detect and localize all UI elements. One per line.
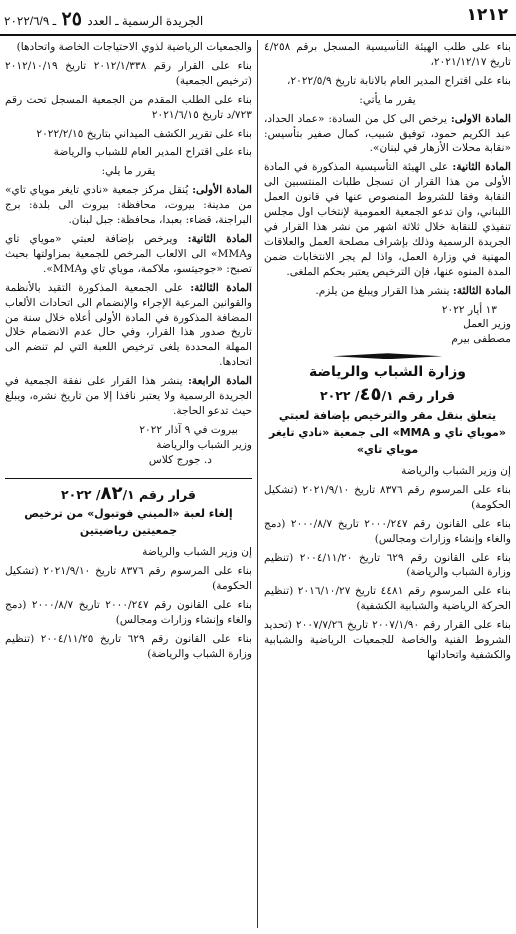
article-2 (264, 160, 511, 279)
article-text: ينشر هذا القرار ويبلغ من يلزم. (315, 284, 453, 297)
recital: بناء على طلب الهيئة التأسيسية المسجل برقم ٤/٢٥٨ تاريخ ٢٠٢١/١٢/١٧، (264, 41, 511, 68)
section-divider (264, 353, 511, 359)
article-label: المادة الاولى: (450, 112, 511, 125)
recital: بناء على المرسوم رقم ٤٤٨١ تاريخ ٢٠١٦/١٠/٢٧ (تنظيم الحركة الرياضية والشبابية الكشفية) (264, 585, 511, 613)
gazette-name: الجريدة الرسمية ـ العدد (87, 14, 204, 28)
article-4 (5, 374, 252, 419)
signature-name: مصطفى بيرم (451, 333, 511, 346)
page-header (0, 0, 516, 36)
signature-date: ١٣ أيار ٢٠٢٢ (441, 303, 497, 316)
article-label: المادة الثالثة: (190, 281, 252, 294)
article-text: يرخص الى كل من السادة: «عماد الحداد، عبد الكريم حمود، توفيق شبيب، كمال صفير بتأسيس: «نقابة محلات الأزهار في لبنان». (264, 112, 511, 155)
column-divider (257, 40, 258, 928)
decides-line: يقرر ما يلي: (101, 165, 156, 178)
article-label: المادة الثانية: (452, 161, 511, 174)
gazette-issue-line (4, 8, 203, 31)
decision-number: ٤٥ (359, 384, 382, 406)
page-number: ١٢١٢ (466, 5, 508, 25)
decision-number: ٨٢ (100, 482, 123, 504)
recital: والجمعيات الرياضية لذوي الاحتياجات الخاصة واتحادها) (16, 41, 252, 53)
recital: بناء على اقتراح المدير العام للشباب والرياضة (53, 146, 252, 159)
signature-title: وزير الشباب والرياضة (156, 438, 252, 451)
decision-label: قرار رقم (139, 486, 196, 502)
decision-heading (264, 384, 511, 406)
decision-year: /١/ ٢٠٢٢ (61, 486, 135, 502)
article-label: المادة الثانية: (187, 232, 252, 245)
recital: بناء على اقتراح المدير العام بالانابة تاريخ ٢٠٢٢/٥/٩، (287, 74, 511, 87)
article-label: المادة الثالثة: (452, 284, 511, 297)
recital: بناء على القانون رقم ٢٠٠٠/٢٤٧ تاريخ ٢٠٠٠/٨/٧ (دمج والغاء وإنشاء وزارات ومجالس) (264, 517, 511, 545)
article-3 (264, 284, 511, 299)
decision-title: يتعلق بنقل مقر والترخيص بإضافة لعبتي «موياي تاي و MMA» الى جمعية «نادي تايغر موياي تاي» (269, 409, 506, 457)
recital: بناء على القرار رقم ٢٠١٢/١/٣٣٨ تاريخ ٢٠١٢/١٠/١٩ (ترخيص الجمعية) (5, 59, 252, 87)
decision-label: قرار رقم (398, 388, 455, 404)
minister-line: إن وزير الشباب والرياضة (142, 546, 252, 559)
article-text: ينشر هذا القرار على نفقة الجمعية في الجريدة الرسمية ولا يعتبر نافذا إلا من تاريخ نشره، ويبلغ حيث تدعو الحاجة. (5, 375, 252, 417)
section-divider (5, 478, 252, 479)
minister-line: إن وزير الشباب والرياضة (401, 465, 511, 478)
recital: بناء على تقرير الكشف الميداني بتاريخ ٢٠٢٢/٢/١٥ (36, 127, 252, 140)
decision-heading (5, 482, 252, 504)
recital: بناء على المرسوم رقم ٨٣٧٦ تاريخ ٢٠٢١/٩/١٠ (تشكيل الحكومة) (5, 565, 252, 593)
signature-title: وزير العمل (463, 318, 511, 331)
article-text: يُنقل مركز جمعية «نادي تايغر موياي تاي» من مدينة: بيروت، محافظة: بيروت الى بلدة: برج البراجنة، قضاء: بعبدا، محافظة: جبل لبنان. (5, 184, 252, 227)
decides-line: يقرر ما يأتي: (359, 93, 416, 106)
recital: بناء على القرار رقم ٢٠٠٧/١/٩٠ تاريخ ٢٠٠٧/٧/٢٦ (تحديد الشروط الفنية والخاصة للجمعيات الرياضية والشبابية والكشفية واتحاداتها (264, 619, 511, 661)
article-label: المادة الأولى: (192, 184, 252, 197)
decision-title: إلغاء لعبة «الميني فوتبول» من ترخيص جمعيتين رياضيتين (24, 507, 233, 538)
signature-date: بيروت في ٩ آذار ٢٠٢٢ (139, 423, 238, 436)
recital: بناء على الطلب المقدم من الجمعية المسجل تحت رقم ٧٢٣/د تاريخ ٢٠٢١/٦/١٥ (5, 93, 252, 121)
recital: بناء على المرسوم رقم ٨٣٧٦ تاريخ ٢٠٢١/٩/١٠ (تشكيل الحكومة) (264, 483, 511, 511)
article-1 (264, 112, 511, 157)
recital: بناء على القانون رقم ٦٢٩ تاريخ ٢٠٠٤/١١/٢٥ (تنظيم وزارة الشباب والرياضة) (5, 633, 252, 660)
ministry-heading: وزارة الشباب والرياضة (309, 364, 466, 381)
decision-year: /١/ ٢٠٢٢ (320, 388, 394, 404)
left-column (5, 40, 252, 930)
issue-number: ٢٥ (61, 9, 82, 30)
article-text: على الجمعية المذكورة التقيد بالأنظمة والقوانين المرعية الإجراء والإنضمام الى اتحادات الألعاب المضافة المذكورة في المادة الأولى أعلاه خلال سنة من تاريخ صدور هذا القرار، وفي حال عدم الانضمام خلال المهلة المحددة يلغى ترخيص اللعبة التي لم تنضم الى اتحادها. (5, 281, 252, 369)
article-label: المادة الرابعة: (187, 375, 252, 388)
article-3 (5, 281, 252, 370)
article-text: على الهيئة التأسيسية المذكورة في المادة الأولى من هذا القرار ان تسجل طلبات المنتسبين الى النقابة وفقا للشروط المنصوص عنها في قانون العمل اللبناني، وان تدعو الجمعية العمومية لإنتخاب اول مجلس تنفيذي للنقابة خلال ثلاثة اشهر من نشر هذا القرار في الجريدة الرسمية وذلك بإشراف مصلحة العمل والعلاقات المهنية في وزارة العمل، واذا لم يجر الانتخابات ضمن المدة المنوه عنها، فإن الترخيص يعتبر بحكم الملغى. (264, 161, 511, 278)
article-text: ويرخص بإضافة لعبتي «موياي تاي وMMA» الى الالعاب المرخص للجمعية بمزاولتها بحيث تصبح: «جوجيتسو، ملاكمة، موياي تاي وMMA». (5, 232, 252, 275)
signature-name: د. جورج كلاس (148, 453, 212, 466)
right-column (264, 40, 511, 930)
recital: بناء على القانون رقم ٢٠٠٠/٢٤٧ تاريخ ٢٠٠٠/٨/٧ (دمج والغاء وإنشاء وزارات ومجالس) (5, 599, 252, 627)
issue-date: ـ ٢٠٢٢/٦/٩ (4, 14, 57, 28)
recital: بناء على القانون رقم ٦٢٩ تاريخ ٢٠٠٤/١١/٢٠ (تنظيم وزارة الشباب والرياضة) (264, 551, 511, 579)
article-2 (5, 232, 252, 277)
article-1 (5, 183, 252, 228)
